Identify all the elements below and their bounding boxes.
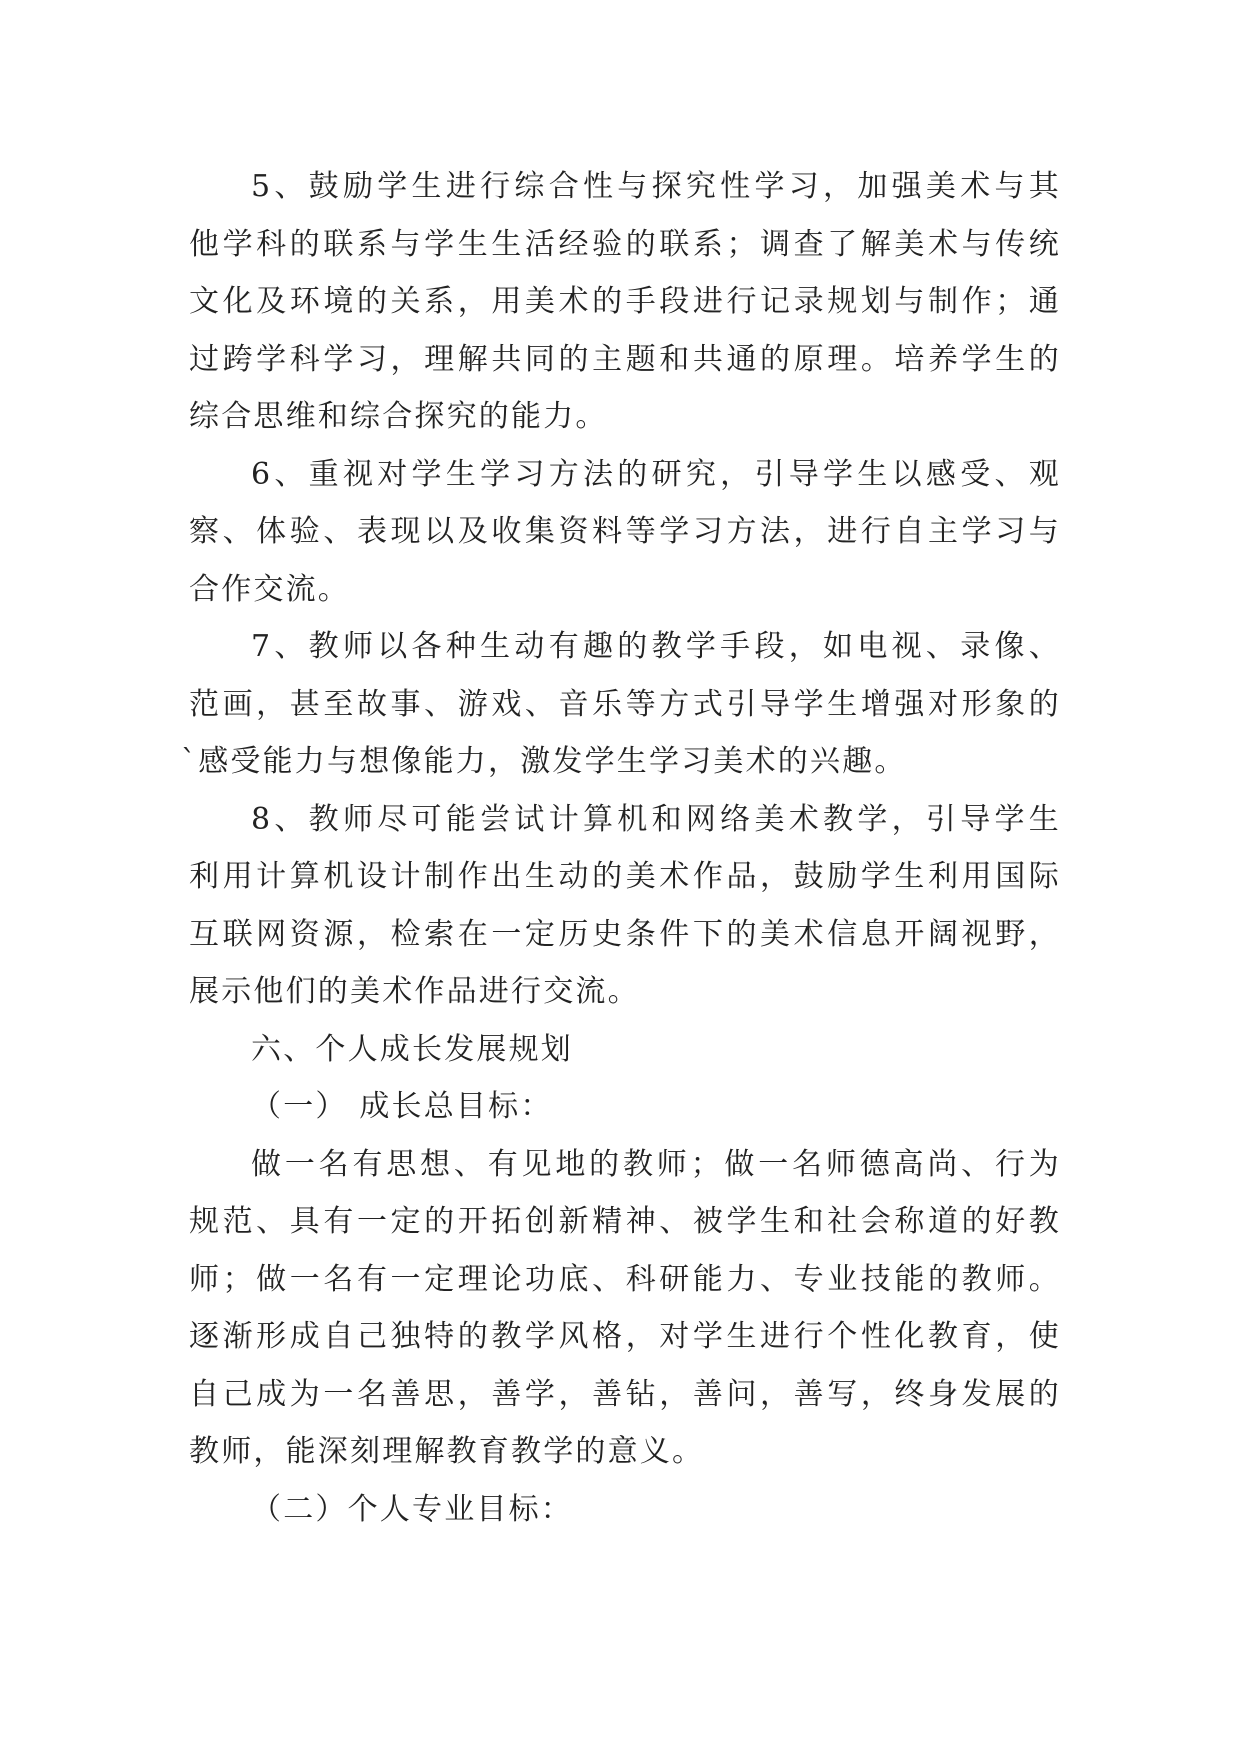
paragraph-5-line-1: 5、鼓励学生进行综合性与探究性学习，加强美术与其 xyxy=(251,169,1061,204)
goal-paragraph-line-2: 规范、具有一定的开拓创新精神、被学生和社会称道的好教 xyxy=(189,1204,1061,1239)
paragraph-8-line-2: 利用计算机设计制作出生动的美术作品，鼓励学生利用国际 xyxy=(189,859,1061,894)
goal-paragraph-line-4: 逐渐形成自己独特的教学风格，对学生进行个性化教育，使 xyxy=(189,1319,1061,1354)
subheading-professional-goal: （二）个人专业目标： xyxy=(251,1491,573,1527)
document-body xyxy=(181,158,1061,1538)
paragraph-7-line-2: 范画，甚至故事、游戏、音乐等方式引导学生增强对形象的 xyxy=(189,686,1061,722)
goal-paragraph-line-3: 师；做一名有一定理论功底、科研能力、专业技能的教师。 xyxy=(189,1261,1061,1297)
goal-paragraph-line-1: 做一名有思想、有见地的教师；做一名师德高尚、行为 xyxy=(251,1146,1061,1182)
paragraph-5-line-2: 他学科的联系与学生生活经验的联系；调查了解美术与传统 xyxy=(189,226,1061,262)
paragraph-6-line-2: 察、体验、表现以及收集资料等学习方法，进行自主学习与 xyxy=(189,514,1061,549)
paragraph-7-line-3: `感受能力与想像能力，激发学生学习美术的兴趣。 xyxy=(181,744,907,779)
goal-paragraph-line-6: 教师，能深刻理解教育教学的意义。 xyxy=(189,1434,705,1469)
paragraph-5-line-4: 过跨学科学习，理解共同的主题和共通的原理。培养学生的 xyxy=(189,341,1061,377)
subheading-growth-goal: （一） 成长总目标： xyxy=(251,1089,553,1124)
section-heading-personal-growth: 六、个人成长发展规划 xyxy=(251,1031,573,1067)
paragraph-8-line-3: 互联网资源，检索在一定历史条件下的美术信息开阔视野， xyxy=(189,916,1061,952)
paragraph-5-line-3: 文化及环境的关系，用美术的手段进行记录规划与制作；通 xyxy=(189,284,1061,319)
paragraph-8-line-4: 展示他们的美术作品进行交流。 xyxy=(189,974,640,1009)
paragraph-7-line-1: 7、教师以各种生动有趣的教学手段，如电视、录像、 xyxy=(251,629,1061,664)
paragraph-6-line-1: 6、重视对学生学习方法的研究，引导学生以感受、观 xyxy=(251,456,1061,492)
paragraph-5-line-5: 综合思维和综合探究的能力。 xyxy=(189,399,608,434)
paragraph-6-line-3: 合作交流。 xyxy=(189,571,350,607)
paragraph-8-line-1: 8、教师尽可能尝试计算机和网络美术教学，引导学生 xyxy=(251,801,1061,837)
goal-paragraph-line-5: 自己成为一名善思，善学，善钻，善问，善写，终身发展的 xyxy=(189,1376,1061,1412)
